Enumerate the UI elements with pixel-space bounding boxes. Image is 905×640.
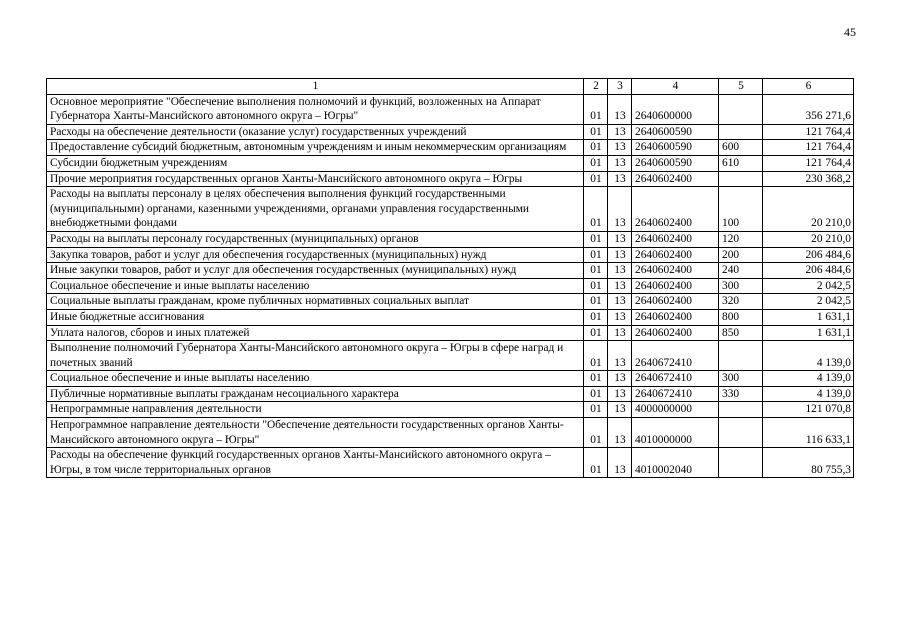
table-row	[47, 124, 854, 140]
row-target-article-cell: 2640602400	[632, 309, 719, 325]
table-row	[47, 231, 854, 247]
row-expense-type-cell	[719, 124, 763, 140]
row-subsection-cell: 13	[608, 231, 632, 247]
row-expense-type-cell: 320	[719, 294, 763, 310]
row-target-article-cell: 4010000000	[632, 418, 719, 448]
row-subsection-cell: 13	[608, 124, 632, 140]
row-name-cell: Субсидии бюджетным учреждениям	[47, 155, 584, 171]
row-amount-cell: 121 764,4	[763, 155, 854, 171]
row-name-cell: Непрограммное направление деятельности "Обеспечение деятельности государственных органов Ханты-Мансийского автономного округа – Югры"	[47, 418, 584, 448]
row-target-article-cell: 2640600590	[632, 155, 719, 171]
row-amount-cell: 2 042,5	[763, 294, 854, 310]
row-expense-type-cell	[719, 448, 763, 478]
table-header-row	[47, 79, 854, 95]
row-section-cell: 01	[584, 263, 608, 279]
row-amount-cell: 206 484,6	[763, 263, 854, 279]
table-row	[47, 155, 854, 171]
table-row	[47, 278, 854, 294]
row-target-article-cell: 2640602400	[632, 247, 719, 263]
page-number: 45	[844, 25, 856, 39]
row-name-cell: Основное мероприятие "Обеспечение выполнения полномочий и функций, возложенных на Аппарат Губернатора Ханты-Мансийского автономного округа – Югры"	[47, 94, 584, 124]
row-target-article-cell: 2640600590	[632, 140, 719, 156]
row-name-cell: Публичные нормативные выплаты гражданам несоциального характера	[47, 386, 584, 402]
row-target-article-cell: 2640602400	[632, 294, 719, 310]
row-amount-cell: 1 631,1	[763, 309, 854, 325]
row-section-cell: 01	[584, 140, 608, 156]
row-name-cell: Расходы на выплаты персоналу государственных (муниципальных) органов	[47, 231, 584, 247]
row-subsection-cell: 13	[608, 278, 632, 294]
row-amount-cell: 121 764,4	[763, 124, 854, 140]
row-section-cell: 01	[584, 278, 608, 294]
row-target-article-cell: 2640600590	[632, 124, 719, 140]
table-row	[47, 171, 854, 187]
row-amount-cell: 1 631,1	[763, 325, 854, 341]
row-target-article-cell: 2640602400	[632, 231, 719, 247]
row-name-cell: Прочие мероприятия государственных органов Ханты-Мансийского автономного округа – Югры	[47, 171, 584, 187]
row-target-article-cell: 4000000000	[632, 402, 719, 418]
column-header: 2	[584, 79, 608, 95]
table-row	[47, 341, 854, 371]
row-target-article-cell: 2640602400	[632, 278, 719, 294]
row-target-article-cell: 2640602400	[632, 263, 719, 279]
row-subsection-cell: 13	[608, 187, 632, 232]
row-subsection-cell: 13	[608, 263, 632, 279]
row-target-article-cell: 2640600000	[632, 94, 719, 124]
row-subsection-cell: 13	[608, 371, 632, 387]
row-expense-type-cell: 330	[719, 386, 763, 402]
row-target-article-cell: 2640672410	[632, 341, 719, 371]
row-amount-cell: 4 139,0	[763, 386, 854, 402]
column-header: 6	[763, 79, 854, 95]
table-row	[47, 294, 854, 310]
row-section-cell: 01	[584, 386, 608, 402]
column-header: 1	[47, 79, 584, 95]
row-expense-type-cell	[719, 418, 763, 448]
row-subsection-cell: 13	[608, 341, 632, 371]
row-section-cell: 01	[584, 418, 608, 448]
row-section-cell: 01	[584, 341, 608, 371]
row-amount-cell: 121 764,4	[763, 140, 854, 156]
table-row	[47, 448, 854, 478]
row-section-cell: 01	[584, 309, 608, 325]
row-name-cell: Непрограммные направления деятельности	[47, 402, 584, 418]
row-section-cell: 01	[584, 247, 608, 263]
row-section-cell: 01	[584, 294, 608, 310]
row-target-article-cell: 2640672410	[632, 371, 719, 387]
table-row	[47, 247, 854, 263]
table-row	[47, 325, 854, 341]
table-row	[47, 263, 854, 279]
row-name-cell: Выполнение полномочий Губернатора Ханты-Мансийского автономного округа – Югры в сфере наград и почетных званий	[47, 341, 584, 371]
row-section-cell: 01	[584, 371, 608, 387]
table-row	[47, 418, 854, 448]
row-expense-type-cell: 300	[719, 278, 763, 294]
row-amount-cell: 356 271,6	[763, 94, 854, 124]
column-header: 5	[719, 79, 763, 95]
row-expense-type-cell: 240	[719, 263, 763, 279]
column-header: 4	[632, 79, 719, 95]
row-subsection-cell: 13	[608, 155, 632, 171]
table-row	[47, 402, 854, 418]
table-row	[47, 309, 854, 325]
row-amount-cell: 206 484,6	[763, 247, 854, 263]
table-row	[47, 187, 854, 232]
row-section-cell: 01	[584, 171, 608, 187]
row-subsection-cell: 13	[608, 247, 632, 263]
row-name-cell: Расходы на выплаты персоналу в целях обеспечения выполнения функций государственными (муниципальными) органами, казенными учреждениями, органами управления государственными внебюджетными фондами	[47, 187, 584, 232]
row-name-cell: Социальное обеспечение и иные выплаты населению	[47, 371, 584, 387]
row-target-article-cell: 2640602400	[632, 187, 719, 232]
row-subsection-cell: 13	[608, 294, 632, 310]
row-expense-type-cell	[719, 402, 763, 418]
row-subsection-cell: 13	[608, 402, 632, 418]
row-expense-type-cell: 120	[719, 231, 763, 247]
row-expense-type-cell: 850	[719, 325, 763, 341]
table-row	[47, 140, 854, 156]
row-name-cell: Расходы на обеспечение деятельности (оказание услуг) государственных учреждений	[47, 124, 584, 140]
row-section-cell: 01	[584, 325, 608, 341]
row-name-cell: Иные закупки товаров, работ и услуг для обеспечения государственных (муниципальных) нужд	[47, 263, 584, 279]
row-name-cell: Расходы на обеспечение функций государственных органов Ханты-Мансийского автономного округа – Югры, в том числе территориальных органов	[47, 448, 584, 478]
row-amount-cell: 4 139,0	[763, 371, 854, 387]
row-target-article-cell: 2640602400	[632, 171, 719, 187]
row-target-article-cell: 2640672410	[632, 386, 719, 402]
row-amount-cell: 80 755,3	[763, 448, 854, 478]
row-subsection-cell: 13	[608, 325, 632, 341]
row-section-cell: 01	[584, 124, 608, 140]
row-name-cell: Социальное обеспечение и иные выплаты населению	[47, 278, 584, 294]
row-amount-cell: 121 070,8	[763, 402, 854, 418]
row-section-cell: 01	[584, 448, 608, 478]
row-subsection-cell: 13	[608, 171, 632, 187]
row-expense-type-cell: 600	[719, 140, 763, 156]
row-expense-type-cell: 610	[719, 155, 763, 171]
row-amount-cell: 20 210,0	[763, 187, 854, 232]
row-amount-cell: 2 042,5	[763, 278, 854, 294]
row-subsection-cell: 13	[608, 386, 632, 402]
row-section-cell: 01	[584, 231, 608, 247]
row-subsection-cell: 13	[608, 418, 632, 448]
row-section-cell: 01	[584, 402, 608, 418]
row-name-cell: Уплата налогов, сборов и иных платежей	[47, 325, 584, 341]
row-name-cell: Предоставление субсидий бюджетным, автономным учреждениям и иным некоммерческим организациям	[47, 140, 584, 156]
row-expense-type-cell: 800	[719, 309, 763, 325]
budget-table	[46, 78, 854, 478]
row-target-article-cell: 4010002040	[632, 448, 719, 478]
row-expense-type-cell: 300	[719, 371, 763, 387]
row-expense-type-cell	[719, 341, 763, 371]
row-amount-cell: 20 210,0	[763, 231, 854, 247]
row-expense-type-cell: 200	[719, 247, 763, 263]
row-amount-cell: 230 368,2	[763, 171, 854, 187]
table-row	[47, 94, 854, 124]
row-expense-type-cell	[719, 94, 763, 124]
row-subsection-cell: 13	[608, 140, 632, 156]
row-amount-cell: 116 633,1	[763, 418, 854, 448]
row-subsection-cell: 13	[608, 448, 632, 478]
table-row	[47, 386, 854, 402]
row-section-cell: 01	[584, 155, 608, 171]
row-subsection-cell: 13	[608, 94, 632, 124]
row-subsection-cell: 13	[608, 309, 632, 325]
row-section-cell: 01	[584, 94, 608, 124]
row-amount-cell: 4 139,0	[763, 341, 854, 371]
table-row	[47, 371, 854, 387]
row-name-cell: Закупка товаров, работ и услуг для обеспечения государственных (муниципальных) нужд	[47, 247, 584, 263]
row-section-cell: 01	[584, 187, 608, 232]
row-target-article-cell: 2640602400	[632, 325, 719, 341]
row-name-cell: Социальные выплаты гражданам, кроме публичных нормативных социальных выплат	[47, 294, 584, 310]
row-name-cell: Иные бюджетные ассигнования	[47, 309, 584, 325]
row-expense-type-cell: 100	[719, 187, 763, 232]
column-header: 3	[608, 79, 632, 95]
row-expense-type-cell	[719, 171, 763, 187]
